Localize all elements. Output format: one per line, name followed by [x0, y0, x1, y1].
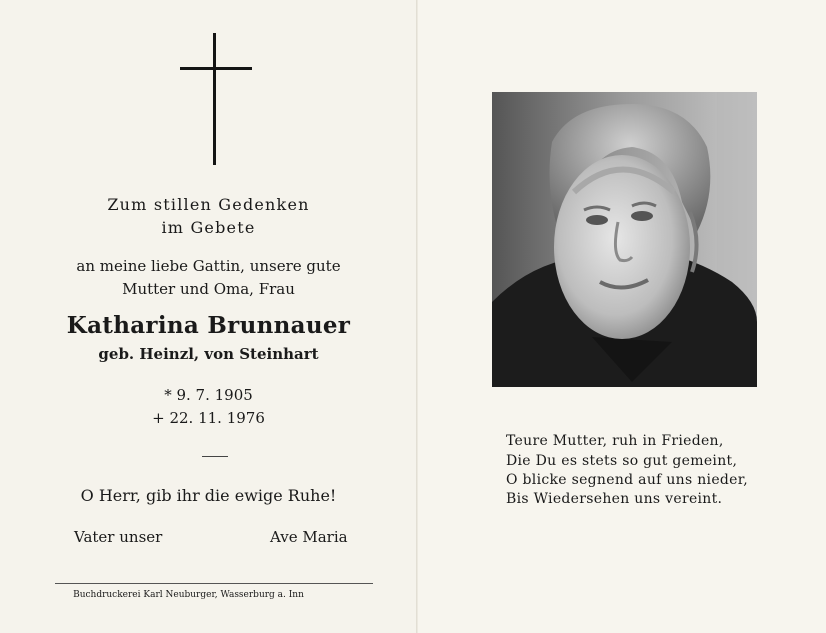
portrait-photo	[492, 92, 757, 387]
intro-line-2: im Gebete	[161, 218, 256, 237]
birth-date: * 9. 7. 1905	[164, 386, 253, 404]
intro-line-1: Zum stillen Gedenken	[107, 195, 310, 214]
dedication-line-1: an meine liebe Gattin, unsere gute	[76, 257, 341, 275]
cross-icon-bar	[180, 67, 252, 70]
cross-icon	[213, 33, 216, 165]
dedication-line-2: Mutter und Oma, Frau	[122, 280, 295, 298]
prayer-line: O Herr, gib ihr die ewige Ruhe!	[80, 486, 337, 505]
poem-line-1: Teure Mutter, ruh in Frieden,	[506, 433, 724, 449]
birth-name: geb. Heinzl, von Steinhart	[98, 345, 319, 363]
poem-line-2: Die Du es stets so gut gemeint,	[506, 453, 738, 469]
death-date: + 22. 11. 1976	[152, 409, 265, 427]
footer-rule	[55, 583, 373, 584]
divider	[202, 456, 228, 457]
poem-line-4: Bis Wiedersehen uns vereint.	[506, 491, 723, 507]
prayer-vater-unser: Vater unser	[74, 528, 163, 546]
deceased-name: Katharina Brunnauer	[66, 312, 351, 339]
poem-line-3: O blicke segnend auf uns nieder,	[506, 472, 748, 488]
prayer-ave-maria: Ave Maria	[270, 528, 348, 546]
printer-credit: Buchdruckerei Karl Neuburger, Wasserburg a. Inn	[73, 590, 304, 600]
